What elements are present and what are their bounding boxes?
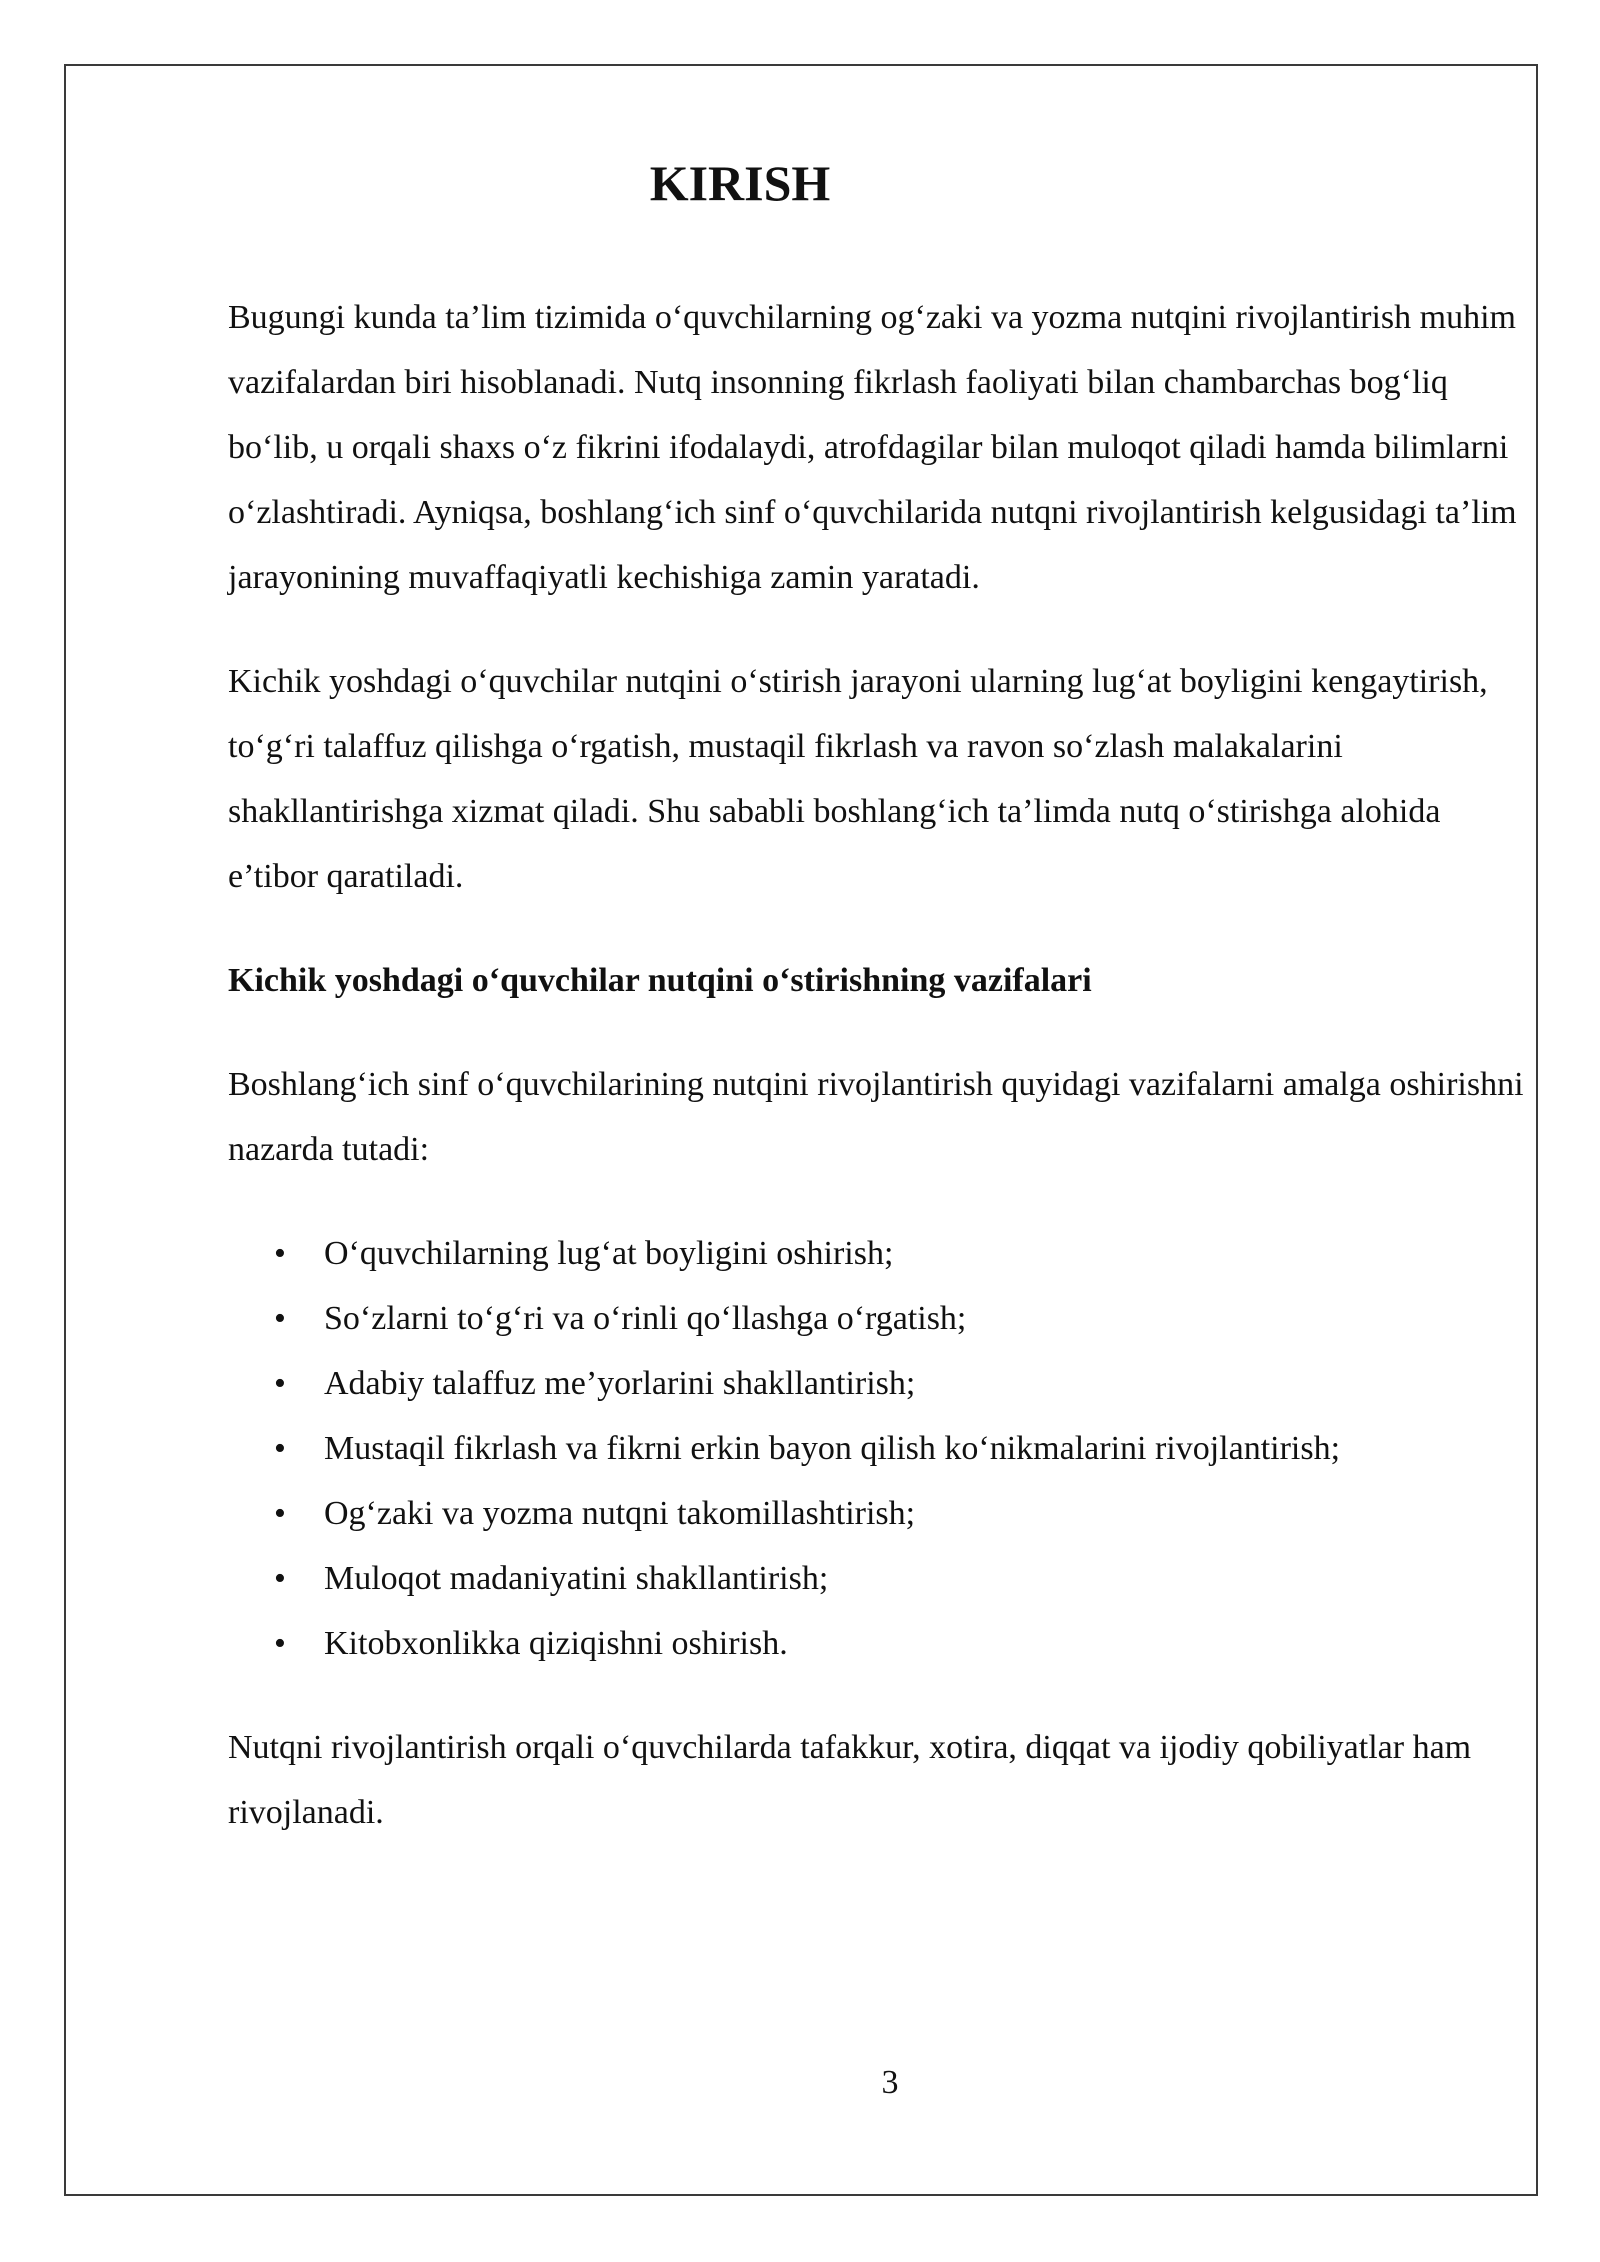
intro-paragraph-1: Bugungi kunda ta’lim tizimida o‘quvchilarning og‘zaki va yozma nutqini rivojlantirish muhim vazifalardan biri hisoblanadi. Nutq insonning fikrlash faoliyati bilan chambarchas bog‘liq bo‘lib, u orqali shaxs o‘z fikrini ifodalaydi, atrofdagilar bilan muloqot qiladi hamda bilimlarni o‘zlashtiradi. Ayniqsa, boshlang‘ich sinf o‘quvchilarida nutqni rivojlantirish kelgusidagi ta’lim jarayonining muvaffaqiyatli kechishiga zamin yaratadi. bbox=[228, 299, 1517, 596]
list-item bbox=[228, 1481, 1528, 1546]
list-item-text: So‘zlarni to‘g‘ri va o‘rinli qo‘llashga o‘rgatish; bbox=[324, 1300, 967, 1337]
bullet-icon: • bbox=[274, 1625, 286, 1662]
bullet-icon: • bbox=[274, 1495, 286, 1532]
list-item-text: O‘quvchilarning lug‘at boyligini oshirish; bbox=[324, 1235, 894, 1272]
list-item-text: Og‘zaki va yozma nutqni takomillashtirish; bbox=[324, 1495, 916, 1532]
list-item bbox=[228, 1351, 1528, 1416]
bullet-icon: • bbox=[274, 1300, 286, 1337]
list-intro-paragraph: Boshlang‘ich sinf o‘quvchilarining nutqini rivojlantirish quyidagi vazifalarni amalga oshirishni nazarda tutadi: bbox=[228, 1066, 1524, 1168]
list-item-text: Kitobxonlikka qiziqishni oshirish. bbox=[324, 1625, 788, 1662]
intro-paragraph-2: Kichik yoshdagi o‘quvchilar nutqini o‘stirish jarayoni ularning lug‘at boyligini kengaytirish, to‘g‘ri talaffuz qilishga o‘rgatish, mustaqil fikrlash va ravon so‘zlash malakalarini shakllantirishga xizmat qiladi. Shu sababli boshlang‘ich ta’limda nutq o‘stirishga alohida e’tibor qaratiladi. bbox=[228, 663, 1488, 895]
list-item bbox=[228, 1611, 1528, 1676]
list-item-text: Adabiy talaffuz me’yorlarini shakllantirish; bbox=[324, 1365, 916, 1402]
bullet-icon: • bbox=[274, 1430, 286, 1467]
document-body bbox=[228, 285, 1528, 1845]
list-item bbox=[228, 1286, 1528, 1351]
section-heading: Kichik yoshdagi o‘quvchilar nutqini o‘stirishning vazifalari bbox=[228, 962, 1092, 999]
list-item-text: Muloqot madaniyatini shakllantirish; bbox=[324, 1560, 829, 1597]
list-item bbox=[228, 1221, 1528, 1286]
list-item bbox=[228, 1416, 1528, 1481]
list-item bbox=[228, 1546, 1528, 1611]
bullet-icon: • bbox=[274, 1560, 286, 1597]
conclusion-paragraph: Nutqni rivojlantirish orqali o‘quvchilarda tafakkur, xotira, diqqat va ijodiy qobiliyatlar ham rivojlanadi. bbox=[228, 1729, 1472, 1831]
page-number: 3 bbox=[881, 2064, 899, 2101]
bullet-icon: • bbox=[274, 1365, 286, 1402]
task-list bbox=[228, 1221, 1528, 1676]
bullet-icon: • bbox=[274, 1235, 286, 1272]
page-title: KIRISH bbox=[649, 155, 831, 211]
list-item-text: Mustaqil fikrlash va fikrni erkin bayon qilish ko‘nikmalarini rivojlantirish; bbox=[324, 1430, 1341, 1467]
